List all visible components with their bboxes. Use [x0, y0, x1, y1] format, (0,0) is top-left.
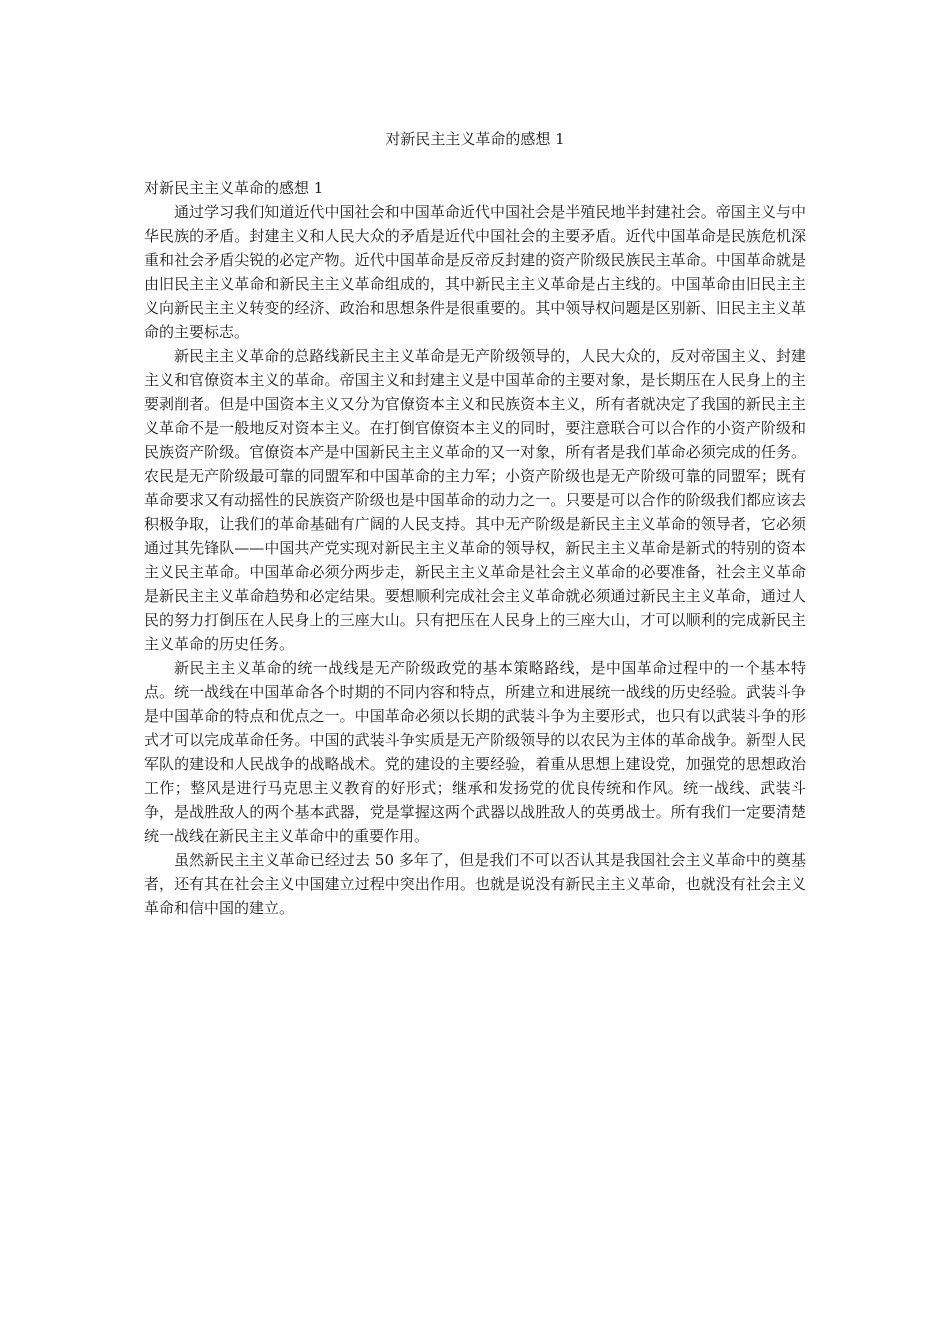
paragraph-2: 新民主主义革命的总路线新民主主义革命是无产阶级领导的，人民大众的，反对帝国主义、封建主义和官僚资本主义的革命。帝国主义和封建主义是中国革命的主要对象，是长期压在人民身上的主要剥削者。但是中国资本主义又分为官僚资本主义和民族资本主义，所有者就决定了我国的新民主主义革命不是一般地反对资本主义。在打倒官僚资本主义的同时，要注意联合可以合作的小资产阶级和民族资产阶级。官僚资本产是中国新民主主义革命的又一对象，所有者是我们革命必须完成的任务。农民是无产阶级最可靠的同盟军和中国革命的主力军；小资产阶级也是无产阶级可靠的同盟军；既有革命要求又有动摇性的民族资产阶级也是中国革命的动力之一。只要是可以合作的阶级我们都应该去积极争取，让我们的革命基础有广阔的人民支持。其中无产阶级是新民主主义革命的领导者，它必须通过其先锋队——中国共产党实现对新民主主义革命的领导权，新民主主义革命是新式的特别的资本主义民主革命。中国革命必须分两步走，新民主主义革命是社会主义革命的必要准备，社会主义革命是新民主主义革命趋势和必定结果。要想顺利完成社会主义革命就必须通过新民主主义革命，通过人民的努力打倒压在人民身上的三座大山。只有把压在人民身上的三座大山，才可以顺利的完成新民主主义革命的历史任务。: [144, 347, 806, 653]
document-title: 对新民主主义革命的感想 1: [385, 130, 565, 148]
paragraph-4: 虽然新民主主义革命已经过去 50 多年了，但是我们不可以否认其是我国社会主义革命中的奠基者，还有其在社会主义中国建立过程中突出作用。也就是说没有新民主主义革命，也就没有社会主义革命和信中国的建立。: [144, 851, 806, 917]
document-body: [144, 176, 806, 920]
paragraph-3: 新民主主义革命的统一战线是无产阶级政党的基本策略路线，是中国革命过程中的一个基本特点。统一战线在中国革命各个时期的不同内容和特点，所建立和进展统一战线的历史经验。武装斗争是中国革命的特点和优点之一。中国革命必须以长期的武装斗争为主要形式，也只有以武装斗争的形式才可以完成革命任务。中国的武装斗争实质是无产阶级领导的以农民为主体的革命战争。新型人民军队的建设和人民战争的战略战术。党的建设的主要经验，着重从思想上建设党，加强党的思想政治工作；整风是进行马克思主义教育的好形式；继承和发扬党的优良传统和作风。统一战线、武装斗争，是战胜敌人的两个基本武器，党是掌握这两个武器以战胜敌人的英勇战士。所有我们一定要清楚统一战线在新民主主义革命中的重要作用。: [144, 659, 806, 845]
document-subtitle: 对新民主主义革命的感想 1: [144, 179, 324, 197]
paragraph-1: 通过学习我们知道近代中国社会和中国革命近代中国社会是半殖民地半封建社会。帝国主义与中华民族的矛盾。封建主义和人民大众的矛盾是近代中国社会的主要矛盾。近代中国革命是民族危机深重和社会矛盾尖锐的必定产物。近代中国革命是反帝反封建的资产阶级民族民主革命。中国革命就是由旧民主主义革命和新民主主义革命组成的，其中新民主主义革命是占主线的。中国革命由旧民主主义向新民主主义转变的经济、政治和思想条件是很重要的。其中领导权问题是区别新、旧民主主义革命的主要标志。: [144, 203, 806, 341]
